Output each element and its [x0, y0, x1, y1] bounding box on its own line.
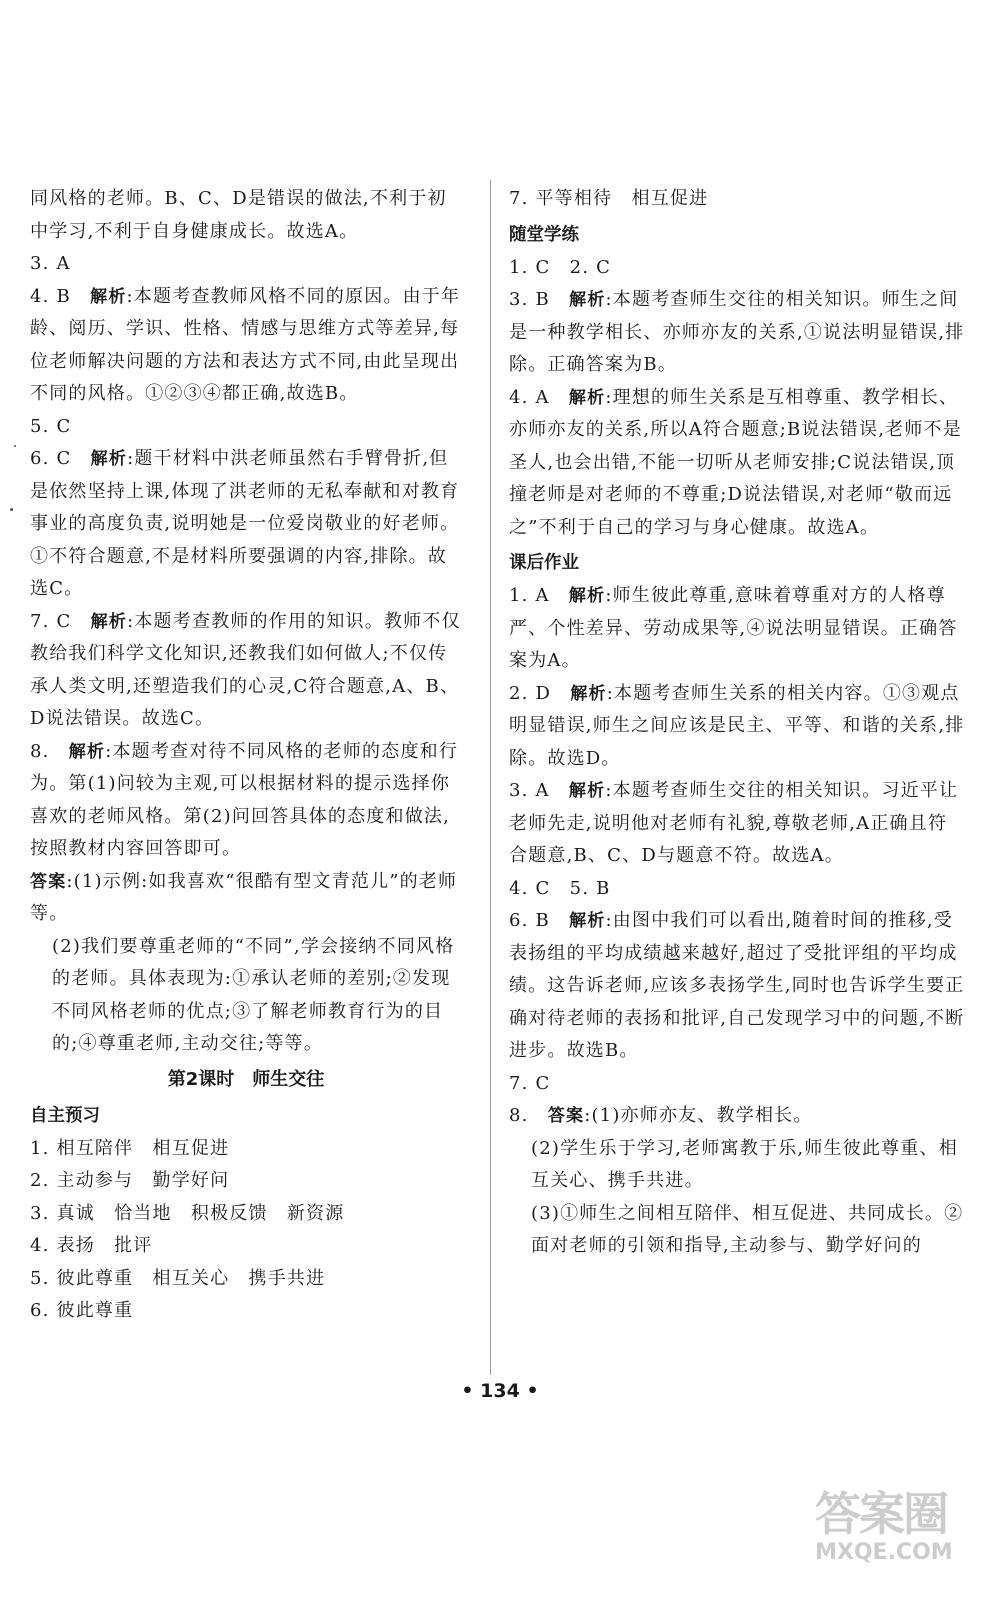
- answer-paragraph: (2)我们要尊重老师的“不同”,学会接纳不同风格的老师。具体表现为:①承认老师的差别;②发现不同风格老师的优点;③了解老师教育行为的目的;④尊重老师,主动交往;等等。: [52, 935, 455, 1054]
- question-number: 3. B: [509, 289, 550, 310]
- question-number: 3. A: [30, 253, 71, 274]
- question-item: [30, 1165, 462, 1198]
- answer-paragraph: (3)①师生之间相互陪伴、相互促进、共同成长。②面对老师的引领和指导,主动参与、勤学好问的: [531, 1202, 964, 1256]
- scan-speck: [14, 445, 16, 447]
- analysis-label: 解析: [570, 683, 607, 704]
- watermark-logo: 答案圈: [815, 1487, 947, 1541]
- item-text: 4. 表扬 批评: [30, 1235, 153, 1256]
- section-heading: 课后作业: [509, 553, 579, 573]
- question-number: 2. D: [509, 682, 552, 704]
- column-divider: [490, 180, 491, 1375]
- question-item: [509, 775, 965, 873]
- right-column: [509, 183, 965, 1263]
- question-number: 4. B: [30, 285, 71, 307]
- question-item: [30, 281, 462, 411]
- analysis-label: 解析: [569, 911, 606, 931]
- question-number: 4. A: [509, 386, 550, 408]
- watermark: [815, 1488, 980, 1588]
- answer-paragraph: (2)学生乐于学习,老师寓教于乐,师生彼此尊重、相互关心、携手共进。: [531, 1137, 958, 1191]
- question-item: [509, 284, 965, 382]
- item-text: :理想的师生关系是互相尊重、教学相长、亦师亦友的关系,所以A符合题意;B说法错误,老师不是圣人,也会出错,不能一切听从老师安排;C说法错误,顶撞老师是对老师的不尊重;D说法错误,对老师“敬而远之”不利于自己的学习与身心健康。故选A。: [509, 386, 962, 538]
- item-text: 7. C: [509, 1072, 551, 1094]
- question-number: 6. B: [509, 910, 550, 931]
- answer-text: :(1)示例:如我喜欢“很酷有型文青范儿”的老师等。: [30, 870, 458, 924]
- item-text: :本题考查教师的作用的知识。教师不仅教给我们科学文化知识,还教我们如何做人;不仅传承人类文明,还塑造我们的心灵,C符合题意,A、B、D说法错误。故选C。: [30, 610, 461, 729]
- item-text: 1. C 2. C: [509, 256, 612, 278]
- analysis-label: 解析: [90, 449, 128, 469]
- question-item: [509, 905, 965, 1068]
- analysis-label: 解析: [569, 290, 606, 310]
- question-item: [30, 1263, 462, 1296]
- section-heading: 随堂学练: [509, 224, 579, 245]
- item-text: 3. 真诚 恰当地 积极反馈 新资源: [30, 1202, 345, 1224]
- question-item: [509, 678, 965, 776]
- question-number: 1. A: [509, 585, 550, 606]
- item-text: 7. 平等相待 相互促进: [509, 188, 709, 209]
- item-text: 4. C 5. B: [509, 877, 611, 899]
- question-item: [509, 873, 965, 906]
- item-text: :(1)亦师亦友、教学相长。: [584, 1105, 813, 1126]
- question-item: [509, 580, 965, 678]
- analysis-label: 解析: [568, 586, 606, 606]
- question-number: 3. A: [509, 780, 550, 801]
- question-item: [30, 248, 462, 281]
- question-item: [509, 382, 965, 545]
- scan-speck: [10, 508, 13, 511]
- section-heading: 自主预习: [30, 1105, 100, 1126]
- item-text: :师生彼此尊重,意味着尊重对方的人格尊严、个性差异、劳动成果等,④说法明显错误。正确答案为A。: [509, 585, 958, 671]
- page-number: • 134 •: [461, 1380, 539, 1402]
- question-item: [509, 252, 965, 285]
- analysis-label: 解析: [90, 611, 128, 632]
- question-item: [30, 1295, 462, 1328]
- analysis-label: 解析: [68, 741, 106, 762]
- analysis-label: 解析: [568, 387, 606, 408]
- analysis-label: 答案: [547, 1106, 585, 1126]
- item-text: 5. 彼此尊重 相互关心 携手共进: [30, 1267, 326, 1289]
- answer-paragraph: [30, 866, 462, 931]
- item-text: :题干材料中洪老师虽然右手臂骨折,但是依然坚持上课,体现了洪老师的无私奉献和对教育事业的高度负责,说明她是一位爱岗敬业的好老师。①不符合题意,不是材料所要强调的内容,排除。故选C。: [30, 448, 460, 599]
- item-text: :本题考查师生关系的相关内容。①③观点明显错误,师生之间应该是民主、平等、和谐的关系,排除。故选D。: [509, 682, 965, 769]
- item-text: :本题考查师生交往的相关知识。习近平让老师先走,说明他对老师有礼貌,尊敬老师,A正确且符合题意,B、C、D与题意不符。故选A。: [509, 780, 959, 866]
- item-text: :本题考查师生交往的相关知识。师生之间是一种教学相长、亦师亦友的关系,①说法明显错误,排除。正确答案为B。: [509, 289, 965, 375]
- answer-label: 答案: [30, 871, 67, 892]
- analysis-label: 解析: [90, 286, 127, 307]
- lesson-title: 第2课时 师生交往: [167, 1068, 325, 1090]
- item-text: 1. 相互陪伴 相互促进: [30, 1137, 230, 1159]
- question-item: [30, 411, 462, 444]
- item-text: :本题考查对待不同风格的老师的态度和行为。第(1)问较为主观,可以根据材料的提示选择你喜欢的老师风格。第(2)问回答具体的态度和做法,按照教材内容回答即可。: [30, 740, 459, 859]
- item-text: 同风格的老师。B、C、D是错误的做法,不利于初中学习,不利于自身健康成长。故选A。: [30, 188, 447, 242]
- question-item: [30, 606, 462, 736]
- left-column: [30, 183, 462, 1328]
- analysis-label: 解析: [568, 781, 606, 801]
- item-text: 2. 主动参与 勤学好问: [30, 1170, 230, 1191]
- question-item: [509, 183, 965, 216]
- question-number: 6. C: [30, 448, 72, 469]
- question-number: 8.: [30, 740, 50, 762]
- watermark-url: MXQE.COM: [815, 1540, 953, 1565]
- question-number: 7. C: [30, 610, 72, 632]
- question-item: [30, 183, 462, 248]
- question-item: [30, 1230, 462, 1263]
- question-number: 5. C: [30, 415, 72, 437]
- question-item: [30, 1133, 462, 1166]
- item-text: :本题考查教师风格不同的原因。由于年龄、阅历、学识、性格、情感与思维方式等差异,每位老师解决问题的方法和表达方式不同,由此呈现出不同的风格。①②③④都正确,故选B。: [30, 285, 461, 404]
- question-item: [30, 736, 462, 866]
- question-item: [509, 1100, 965, 1133]
- question-item: [509, 1068, 965, 1101]
- question-item: [30, 1198, 462, 1231]
- question-number: 8.: [509, 1105, 529, 1126]
- question-item: [30, 443, 462, 606]
- item-text: 6. 彼此尊重: [30, 1300, 134, 1321]
- item-text: :由图中我们可以看出,随着时间的推移,受表扬组的平均成绩越来越好,超过了受批评组的平均成绩。这告诉老师,应该多表扬学生,同时也告诉学生要正确对待老师的表扬和批评,自己发现学习中的问题,不断进步。故选B。: [509, 910, 965, 1061]
